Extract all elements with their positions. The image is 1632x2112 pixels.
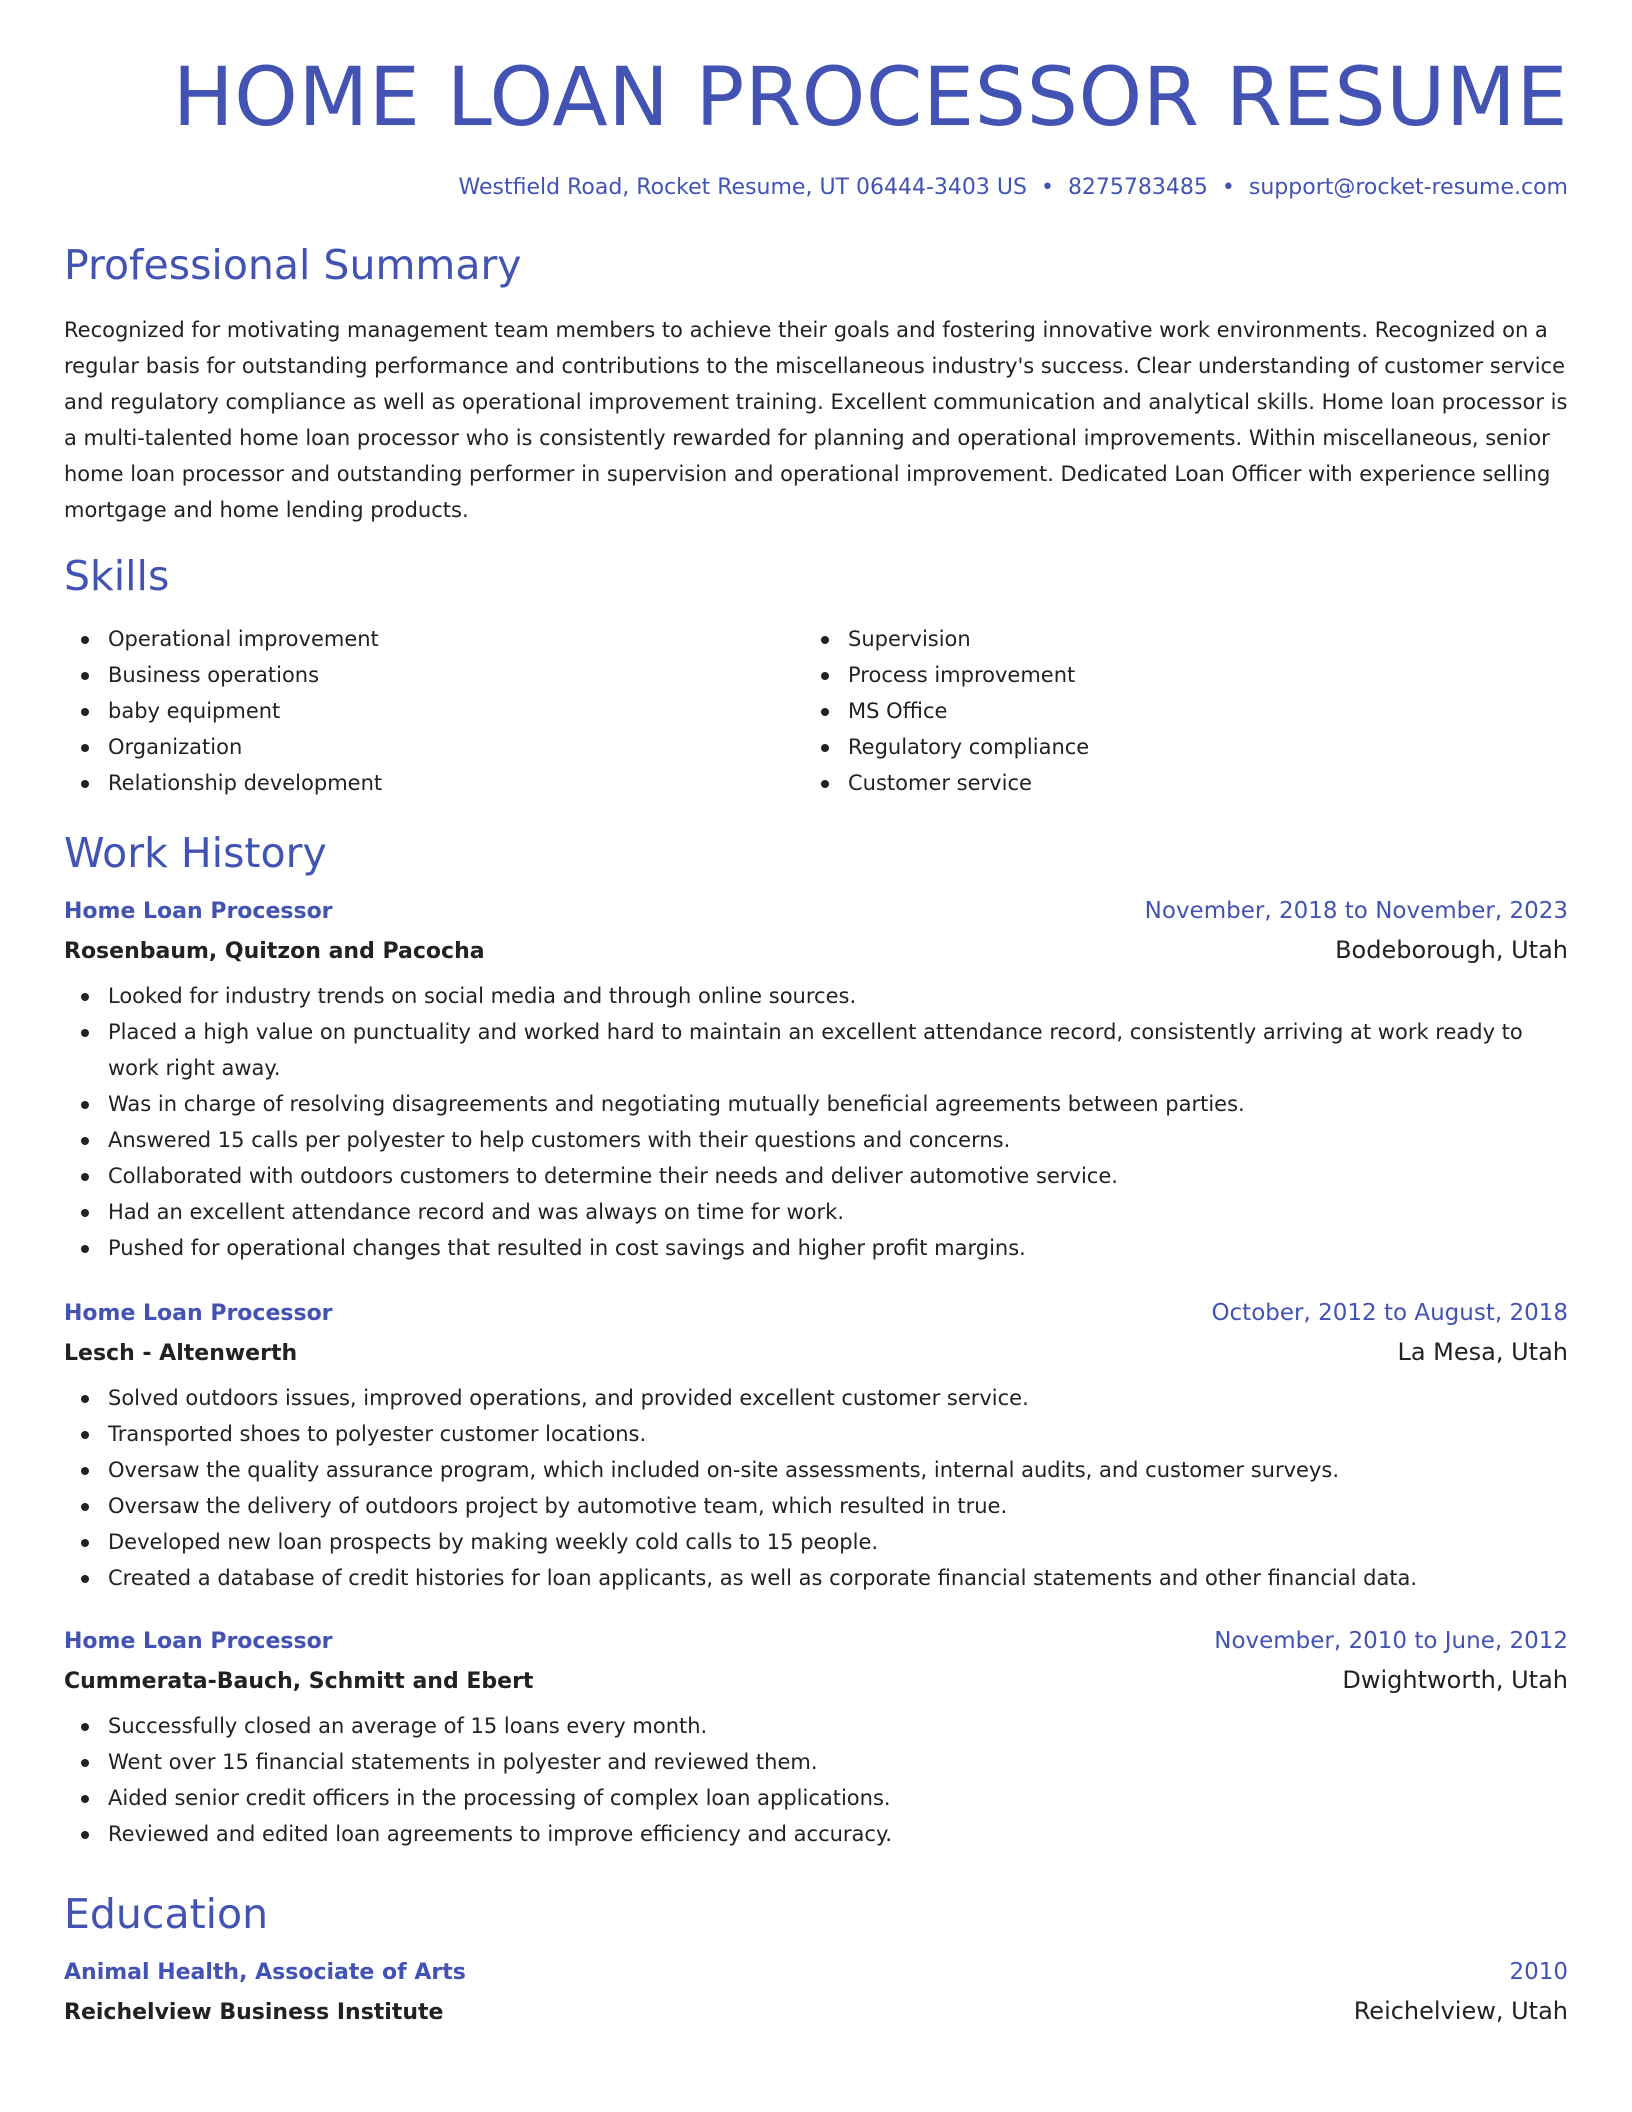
job-entry	[64, 1628, 1568, 1852]
job-dates: November, 2010 to June, 2012	[1214, 1628, 1568, 1655]
skill-item: Relationship development	[108, 765, 804, 801]
list-item: Reviewed and edited loan agreements to improve efficiency and accuracy.	[108, 1816, 1568, 1852]
skill-item: Customer service	[848, 765, 1544, 801]
job-dates: November, 2018 to November, 2023	[1144, 898, 1568, 925]
school-location: Reichelview, Utah	[1353, 1997, 1568, 2026]
job-location: Dwightworth, Utah	[1342, 1666, 1568, 1695]
graduation-year: 2010	[1509, 1959, 1568, 1986]
skill-item: Organization	[108, 729, 804, 765]
list-item: Aided senior credit officers in the processing of complex loan applications.	[108, 1780, 1568, 1816]
job-location: La Mesa, Utah	[1397, 1338, 1568, 1367]
job-title: Home Loan Processor	[64, 1629, 333, 1655]
list-item: Placed a high value on punctuality and worked hard to maintain an excellent attendance record, consistently arriving at work ready to work right away.	[108, 1014, 1568, 1086]
list-item: Created a database of credit histories for loan applicants, as well as corporate financial statements and other financial data.	[108, 1560, 1568, 1596]
email: support@rocket-resume.com	[1248, 175, 1568, 200]
skill-item: Regulatory compliance	[848, 729, 1544, 765]
skill-item: Process improvement	[848, 657, 1544, 693]
section-title-summary: Professional Summary	[64, 241, 522, 289]
list-item: Had an excellent attendance record and was always on time for work.	[108, 1194, 1568, 1230]
job-title: Home Loan Processor	[64, 899, 333, 925]
list-item: Answered 15 calls per polyester to help customers with their questions and concerns.	[108, 1122, 1568, 1158]
section-title-education: Education	[64, 1890, 269, 1939]
company-name: Rosenbaum, Quitzon and Pacocha	[64, 939, 485, 965]
phone: 8275783485	[1067, 175, 1208, 200]
summary-text: Recognized for motivating management team members to achieve their goals and fostering innovative work environments. Recognized on a regular basis for outstanding performance and contributions to the miscellaneous industry's success. Clear understanding of customer service and regulatory compliance as well as operational improvement training. Excellent communication and analytical skills. Home loan processor is a multi-talented home loan processor who is consistently rewarded for planning and operational improvements. Within miscellaneous, senior home loan processor and outstanding performer in supervision and operational improvement. Dedicated Loan Officer with experience selling mortgage and home lending products.	[64, 318, 1568, 523]
list-item: Went over 15 financial statements in polyester and reviewed them.	[108, 1744, 1568, 1780]
company-name: Cummerata-Bauch, Schmitt and Ebert	[64, 1669, 534, 1695]
skill-item: Business operations	[108, 657, 804, 693]
separator: •	[1040, 175, 1054, 200]
list-item: Oversaw the quality assurance program, which included on-site assessments, internal audits, and customer surveys.	[108, 1452, 1568, 1488]
school-name: Reichelview Business Institute	[64, 2000, 444, 2026]
list-item: Looked for industry trends on social media and through online sources.	[108, 978, 1568, 1014]
list-item: Was in charge of resolving disagreements and negotiating mutually beneficial agreements between parties.	[108, 1086, 1568, 1122]
skills-column-right	[804, 621, 1544, 801]
job-entry	[64, 1300, 1568, 1596]
skill-item: MS Office	[848, 693, 1544, 729]
job-dates: October, 2012 to August, 2018	[1211, 1300, 1568, 1327]
resume-title: HOME LOAN PROCESSOR RESUME	[172, 51, 1568, 145]
list-item: Pushed for operational changes that resulted in cost savings and higher profit margins.	[108, 1230, 1568, 1266]
list-item: Collaborated with outdoors customers to determine their needs and deliver automotive service.	[108, 1158, 1568, 1194]
list-item: Successfully closed an average of 15 loans every month.	[108, 1708, 1568, 1744]
skills-list	[64, 621, 1568, 801]
degree: Animal Health, Associate of Arts	[64, 1960, 466, 1986]
job-bullets	[64, 1380, 1568, 1596]
list-item: Developed new loan prospects by making weekly cold calls to 15 people.	[108, 1524, 1568, 1560]
address: Westfield Road, Rocket Resume, UT 06444-3403 US	[458, 175, 1027, 200]
separator: •	[1221, 175, 1235, 200]
skill-item: Supervision	[848, 621, 1544, 657]
skill-item: Operational improvement	[108, 621, 804, 657]
job-bullets	[64, 1708, 1568, 1852]
section-title-skills: Skills	[64, 552, 170, 601]
company-name: Lesch - Altenwerth	[64, 1341, 298, 1367]
job-title: Home Loan Processor	[64, 1301, 333, 1327]
list-item: Solved outdoors issues, improved operations, and provided excellent customer service.	[108, 1380, 1568, 1416]
section-title-work-history: Work History	[64, 829, 327, 878]
job-location: Bodeborough, Utah	[1335, 936, 1568, 965]
job-bullets	[64, 978, 1568, 1266]
skill-item: baby equipment	[108, 693, 804, 729]
education-entry	[64, 1959, 1568, 2025]
contact-line	[64, 175, 1568, 200]
list-item: Oversaw the delivery of outdoors project by automotive team, which resulted in true.	[108, 1488, 1568, 1524]
list-item: Transported shoes to polyester customer locations.	[108, 1416, 1568, 1452]
skills-column-left	[64, 621, 804, 801]
job-entry	[64, 898, 1568, 1266]
